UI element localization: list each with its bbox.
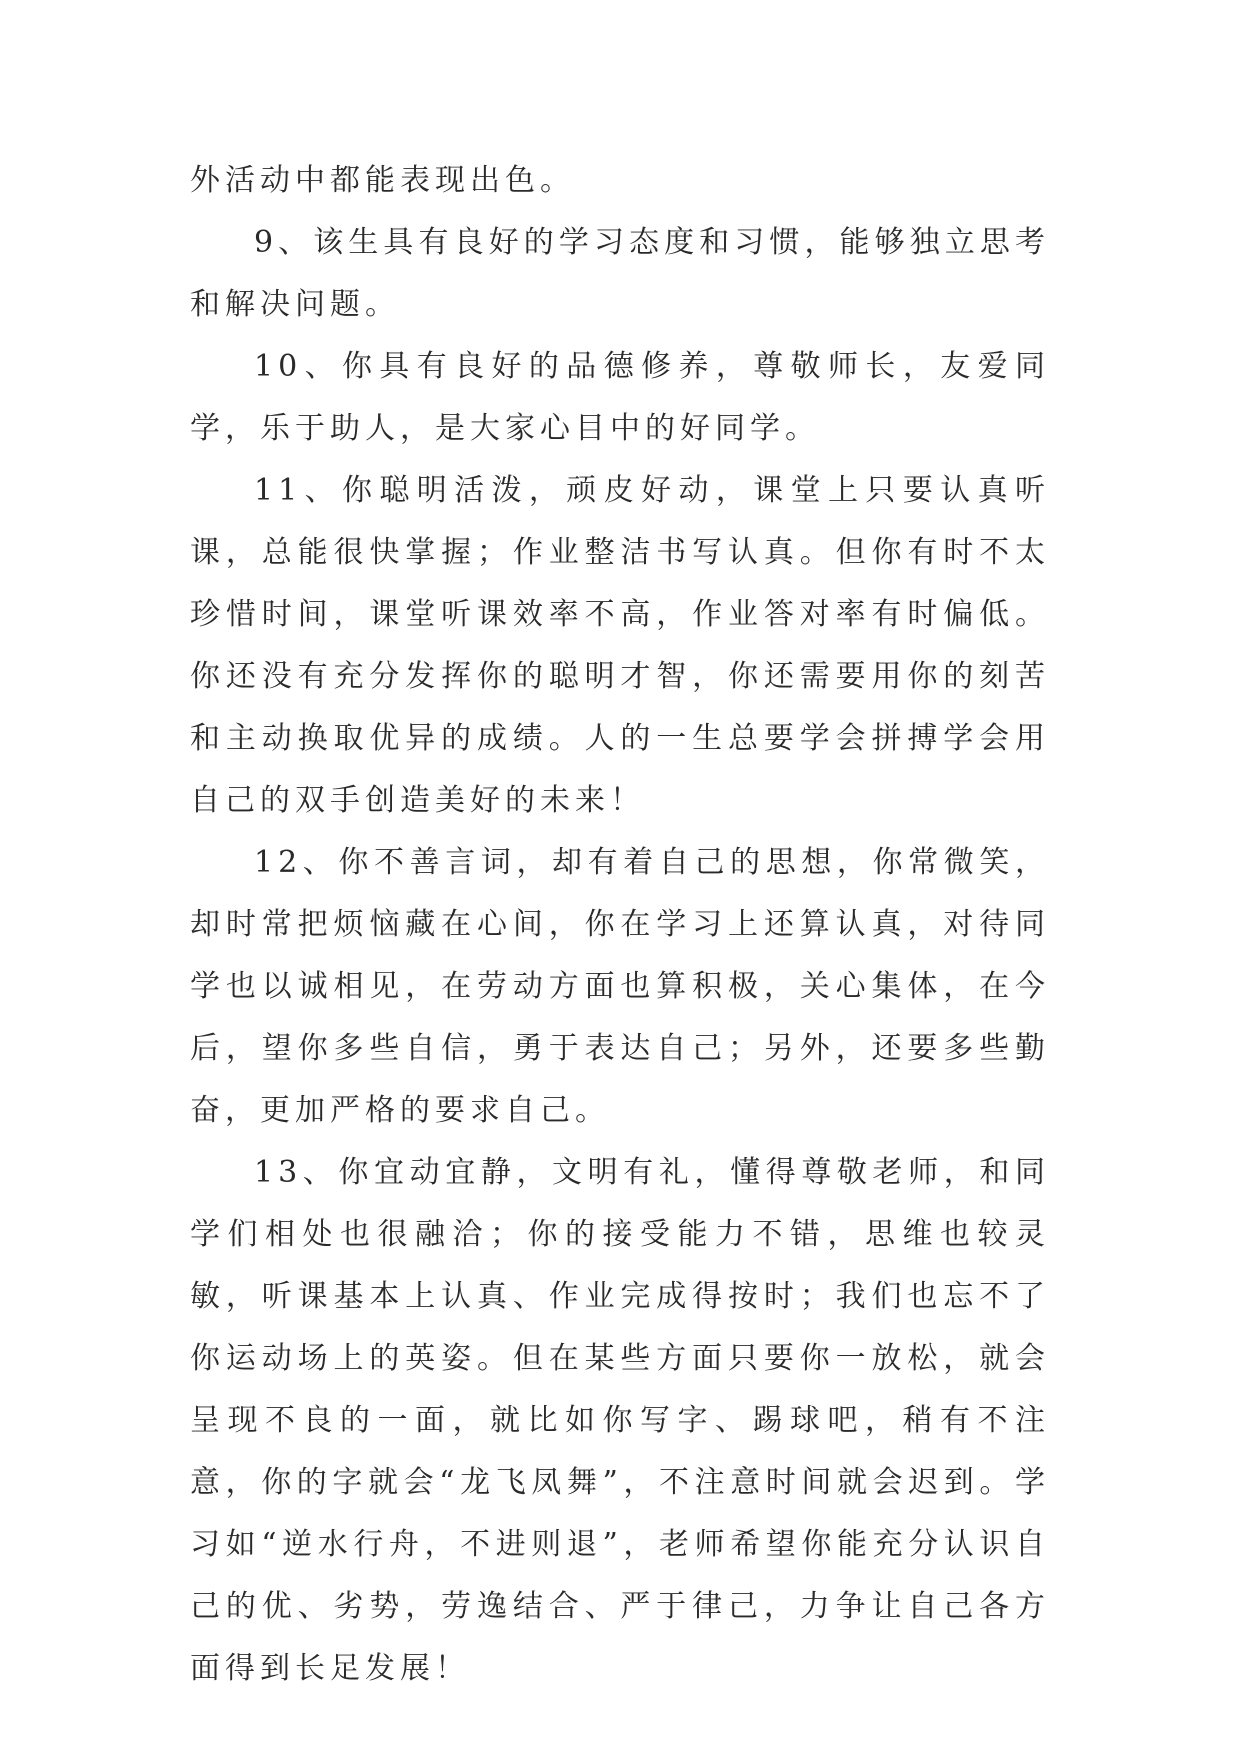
paragraph-item-12: 12、你不善言词，却有着自己的思想，你常微笑，却时常把烦恼藏在心间，你在学习上还算认真，对待同学也以诚相见，在劳动方面也算积极，关心集体，在今后，望你多些自信，勇于表达自己；另外，还要多些勤奋，更加严格的要求自己。: [190, 845, 1050, 1128]
paragraph-item-13: 13、你宜动宜静，文明有礼，懂得尊敬老师，和同学们相处也很融洽；你的接受能力不错，思维也较灵敏，听课基本上认真、作业完成得按时；我们也忘不了你运动场上的英姿。但在某些方面只要你一放松，就会呈现不良的一面，就比如你写字、踢球吧，稍有不注意，你的字就会“龙飞凤舞”，不注意时间就会迟到。学习如“逆水行舟，不进则退”，老师希望你能充分认识自己的优、劣势，劳逸结合、严于律己，力争让自己各方面得到长足发展！: [190, 1155, 1050, 1686]
paragraph-item-11: 11、你聪明活泼，顽皮好动，课堂上只要认真听课，总能很快掌握；作业整洁书写认真。但你有时不太珍惜时间，课堂听课效率不高，作业答对率有时偏低。你还没有充分发挥你的聪明才智，你还需要用你的刻苦和主动换取优异的成绩。人的一生总要学会拼搏学会用自己的双手创造美好的未来！: [190, 473, 1050, 818]
paragraph-item-10: 10、你具有良好的品德修养，尊敬师长，友爱同学，乐于助人，是大家心目中的好同学。: [190, 349, 1050, 446]
paragraph-item-9: 9、该生具有良好的学习态度和习惯，能够独立思考和解决问题。: [190, 225, 1050, 322]
paragraph-continuation: 外活动中都能表现出色。: [190, 163, 575, 198]
document-body: [190, 150, 1050, 1700]
